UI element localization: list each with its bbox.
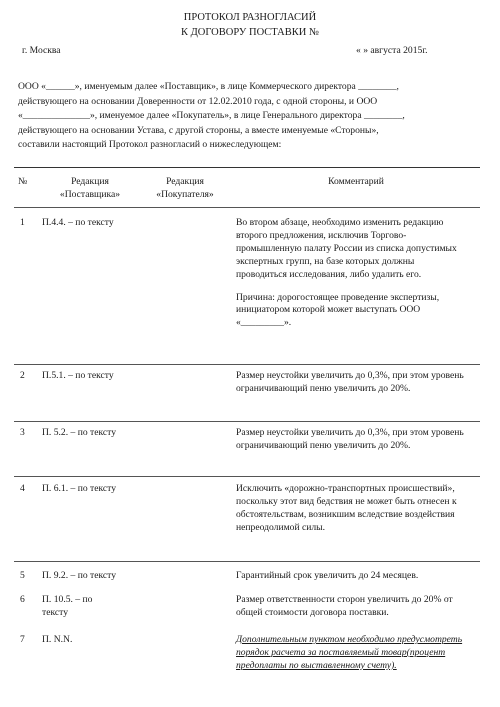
- row-reference: П.4.4. – по тексту: [42, 217, 114, 228]
- row-reference: П. 10.5. – по тексту: [42, 594, 93, 618]
- document-title-line2: К ДОГОВОРУ ПОСТАВКИ №: [181, 27, 319, 38]
- row-comment: [236, 427, 466, 453]
- header-buyer-line2: «Покупателя»: [156, 188, 214, 200]
- row-number: 5: [20, 570, 25, 581]
- row-number: 3: [20, 427, 25, 438]
- row-comment: [236, 594, 466, 620]
- row-number: 2: [20, 370, 25, 381]
- intro-line: составили настоящий Протокол разногласий о нижеследующем:: [18, 139, 282, 151]
- header-supplier: [50, 176, 130, 201]
- header-supplier-line2: «Поставщика»: [59, 188, 121, 200]
- document-date: « » августа 2015г.: [356, 45, 428, 56]
- intro-line: ООО «______», именуемым далее «Поставщик», в лице Коммерческого директора ________,: [18, 81, 399, 92]
- header-num: №: [18, 176, 28, 187]
- table-top-rule: [14, 167, 480, 168]
- comment-paragraph: Во втором абзаце, необходимо изменить редакцию второго предложения, исключив Торгово-промышленную палату России из списка допустимых экспертных групп, на базе которых должны проводиться исследования, либо удалить его.: [236, 217, 457, 280]
- row-divider: [14, 476, 480, 477]
- comment-paragraph: Размер неустойки увеличить до 0,3%, при этом уровень ограничивающий пеню увеличить до 20%.: [236, 427, 464, 451]
- row-reference: П. 6.1. – по тексту: [42, 483, 117, 494]
- intro-line: действующего на основании Доверенности от 12.02.2010 года, с одной стороны, и ООО: [18, 95, 378, 107]
- header-buyer-line1: Редакция: [166, 176, 204, 187]
- comment-paragraph: Причина: дорогостоящее проведение экспертизы, инициатором которой может выступать ООО «_________».: [236, 291, 440, 329]
- row-reference: П.5.1. – по тексту: [42, 370, 114, 381]
- row-number: 1: [20, 217, 25, 228]
- header-supplier-line1: Редакция: [71, 176, 109, 187]
- row-reference: П. N.N.: [42, 634, 73, 645]
- header-buyer: [145, 176, 225, 201]
- header-comment: Комментарий: [328, 176, 384, 187]
- row-comment: [236, 217, 466, 330]
- intro-line: действующего на основании Устава, с другой стороны, а вместе именуемые «Стороны»,: [18, 124, 379, 136]
- row-divider: [14, 421, 480, 422]
- row-reference: П. 9.2. – по тексту: [42, 570, 117, 581]
- row-number: 7: [20, 634, 25, 645]
- comment-paragraph: Размер ответственности сторон увеличить до 20% от общей стоимости договора поставки.: [236, 594, 453, 618]
- comment-paragraph: Гарантийный срок увеличить до 24 месяцев.: [236, 570, 419, 581]
- intro-paragraph: [18, 80, 466, 153]
- row-reference: П. 5.2. – по тексту: [42, 427, 117, 438]
- row-comment: [236, 370, 466, 396]
- comment-paragraph: Дополнительным пунктом необходимо предусмотреть порядок расчета за поставляемый товар(процент предоплаты по выставленному счету).: [236, 634, 463, 671]
- table-header-rule: [14, 207, 480, 208]
- row-divider: [14, 561, 480, 562]
- document-title-line1: ПРОТОКОЛ РАЗНОГЛАСИЙ: [183, 12, 317, 23]
- intro-line: «______________», именуемое далее «Покупатель», в лице Генерального директора ________,: [18, 110, 405, 122]
- row-comment: [236, 570, 466, 583]
- row-number: 6: [20, 594, 25, 605]
- city: г. Москва: [22, 45, 61, 56]
- row-divider: [14, 364, 480, 365]
- comment-paragraph: Размер неустойки увеличить до 0,3%, при этом уровень ограничивающий пеню увеличить до 20%.: [236, 370, 464, 394]
- comment-paragraph: Исключить «дорожно-транспортных происшествий», поскольку этот вид бедствия не может быть отнесен к обстоятельствам, возникшим вследствие воздействия непреодолимой силы.: [236, 483, 457, 533]
- row-number: 4: [20, 483, 25, 494]
- row-comment: [236, 634, 466, 673]
- row-comment: [236, 483, 466, 535]
